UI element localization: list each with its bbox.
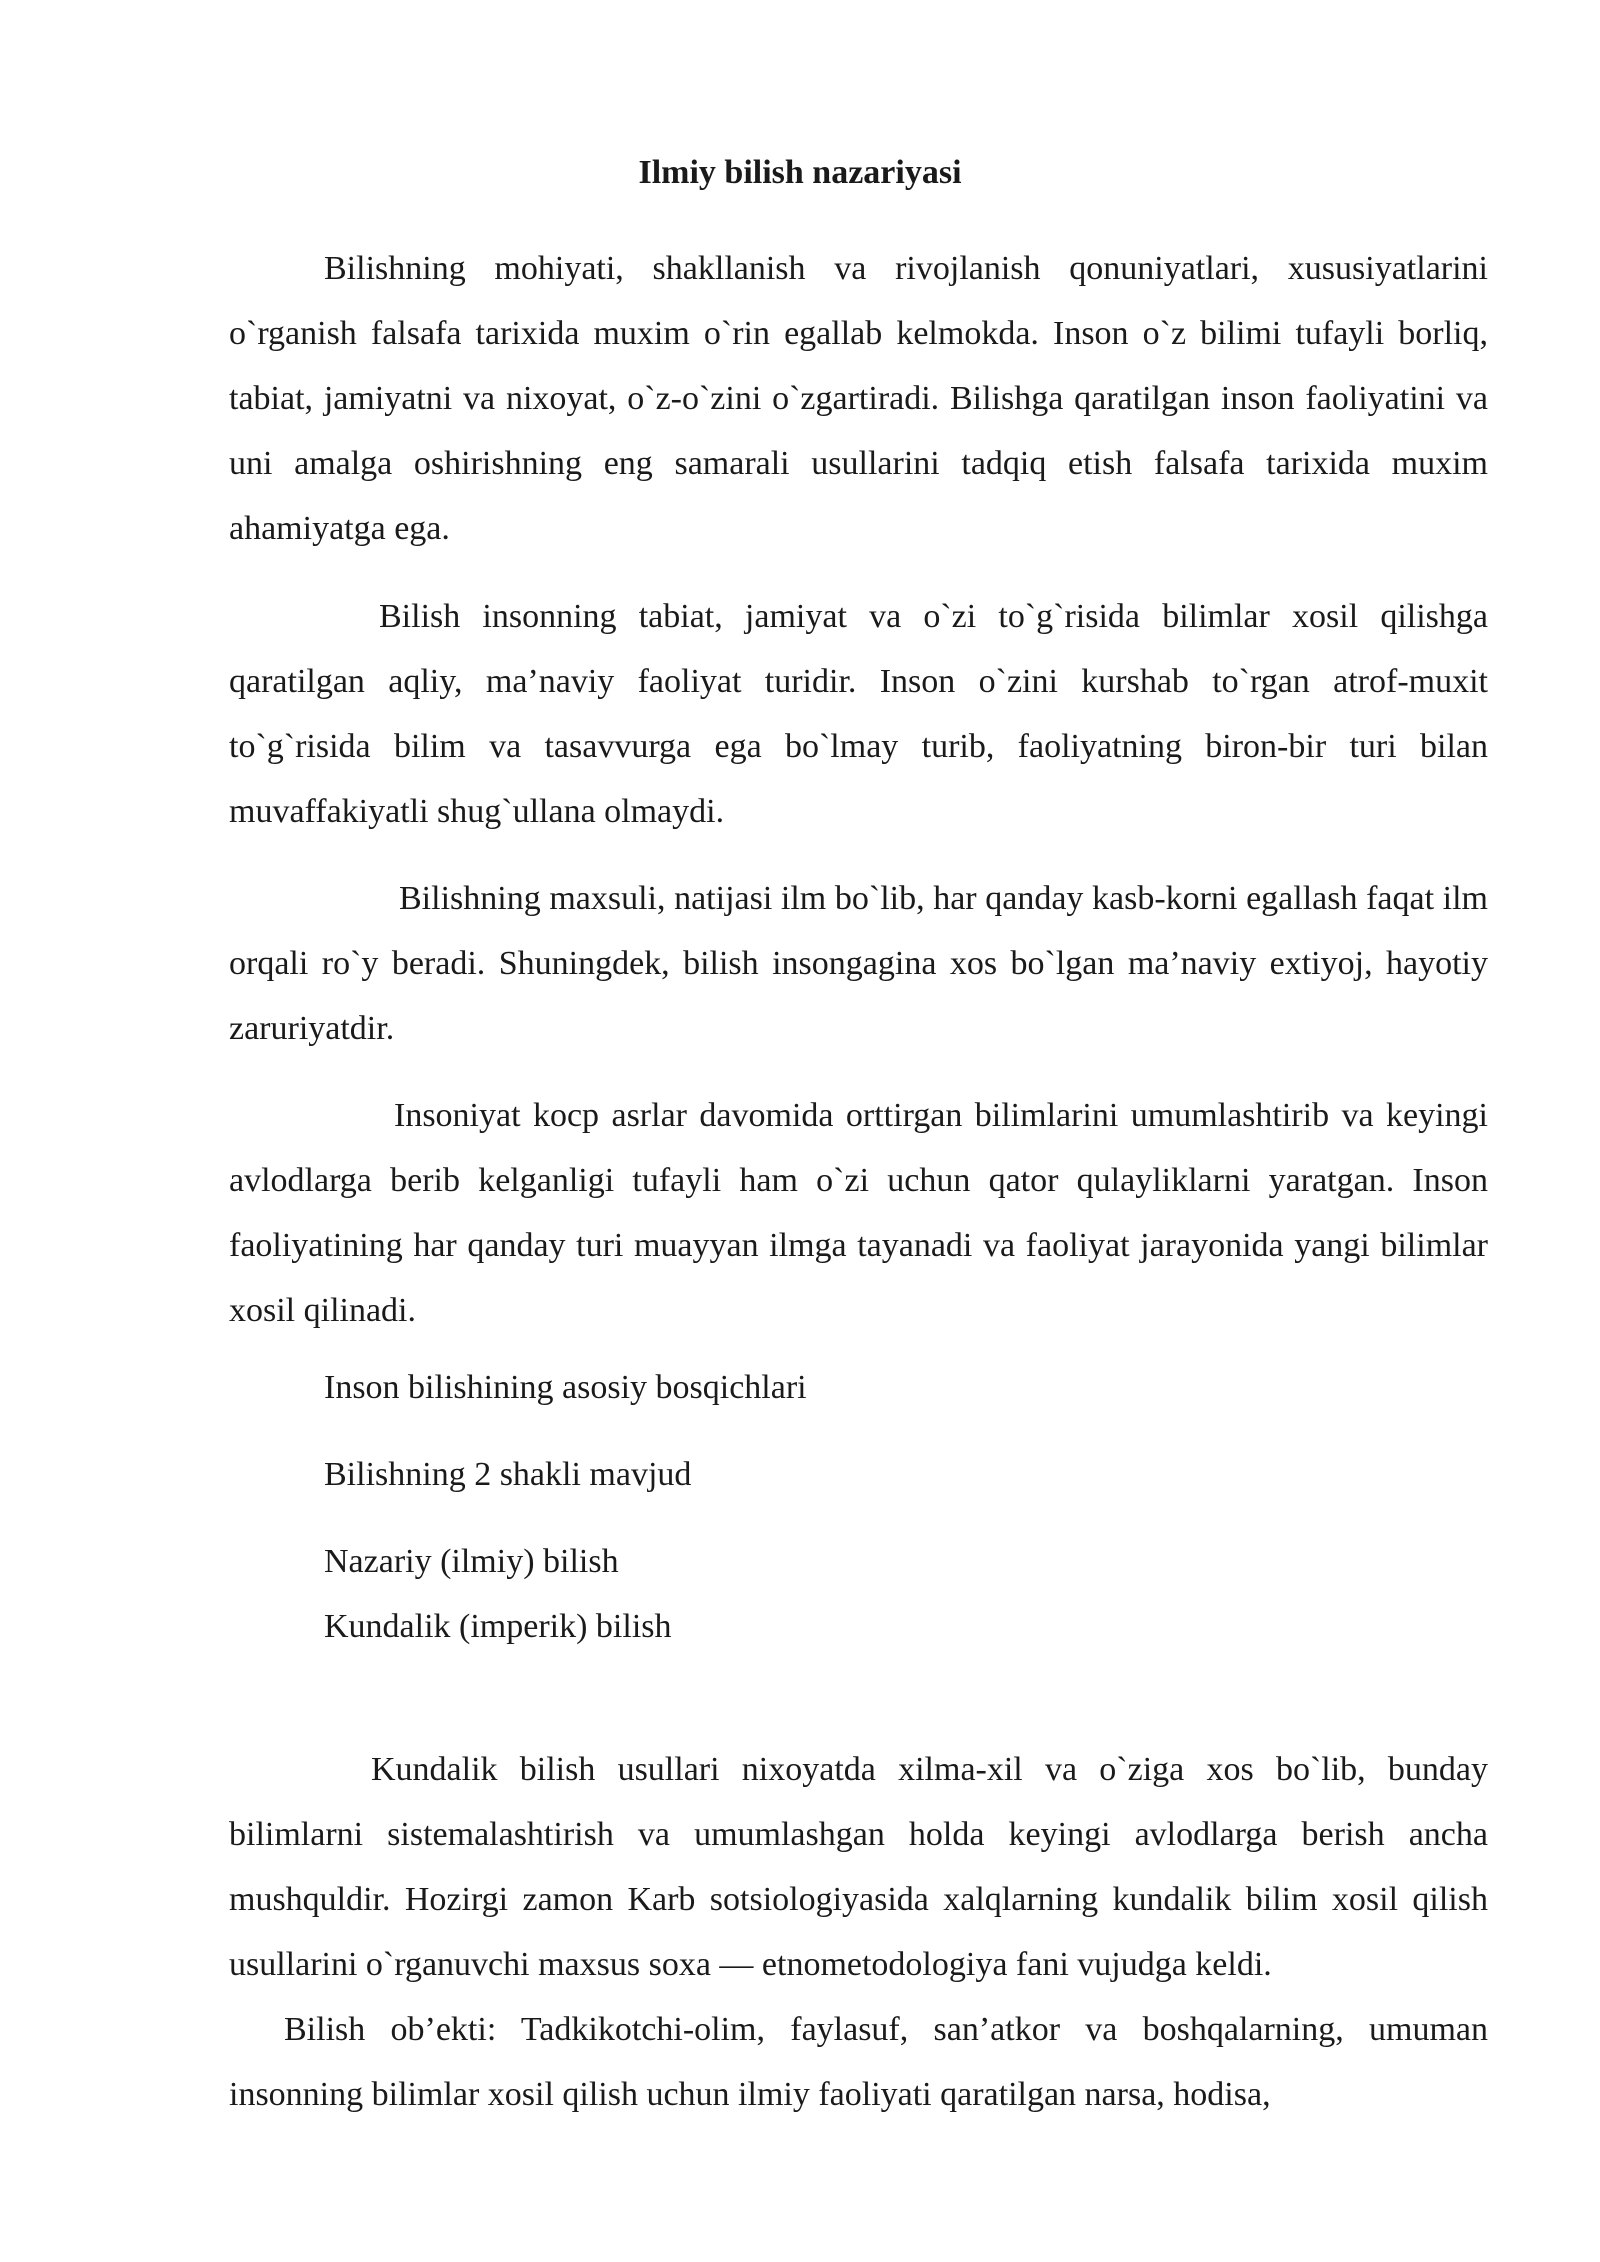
paragraph-insoniyat: Insoniyat kocp asrlar davomida orttirgan bilimlarini umumlashtirib va keyingi avlodlarga berib kelganligi tufayli ham o`zi uchun qator qulayliklarni yaratgan. Inson faoliyatining har qanday turi muayyan ilmga tayanadi va faoliyat jarayonida yangi bilimlar xosil qilinadi. (229, 1097, 1488, 1329)
page-title: Ilmiy bilish nazariyasi (638, 154, 962, 191)
list-item: Kundalik (imperik) bilish (324, 1608, 672, 1645)
paragraph-kundalik-bilish: Kundalik bilish usullari nixoyatda xilma-xil va o`ziga xos bo`lib, bunday bilimlarni sistemalashtirish va umumlashgan holda keyingi avlodlarga berish ancha mushquldir. Hozirgi zamon Karb sotsiologiyasida xalqlarning kundalik bilim xosil qilish usullarini o`rganuvchi maxsus soxa — etnometodologiya fani vujudga keldi. (229, 1751, 1488, 1983)
paragraph-bilish-obekti: Bilish ob’ekti: Tadkikotchi-olim, faylasuf, san’atkor va boshqalarning, umuman insonning bilimlar xosil qilish uchun ilmiy faoliyati qaratilgan narsa, hodisa, (229, 2011, 1488, 2113)
paragraph-bilish-maxsuli: Bilishning maxsuli, natijasi ilm bo`lib, har qanday kasb-korni egallash faqat ilm orqali ro`y beradi. Shuningdek, bilish insongagina xos bo`lgan ma’naviy extiyoj, hayotiy zaruriyatdir. (229, 880, 1488, 1047)
list-item: Inson bilishining asosiy bosqichlari (324, 1369, 807, 1406)
list-item: Bilishning 2 shakli mavjud (324, 1456, 692, 1493)
list-item: Nazariy (ilmiy) bilish (324, 1543, 619, 1580)
paragraph-bilish-mohiyati: Bilishning mohiyati, shakllanish va rivojlanish qonuniyatlari, xususiyatlarini o`rganish falsafa tarixida muxim o`rin egallab kelmokda. Inson o`z bilimi tufayli borliq, tabiat, jamiyatni va nixoyat, o`z-o`zini o`zgartiradi. Bilishga qaratilgan inson faoliyatini va uni amalga oshirishning eng samarali usullarini tadqiq etish falsafa tarixida muxim ahamiyatga ega. (229, 250, 1488, 547)
paragraph-bilish-tarifi: Bilish insonning tabiat, jamiyat va o`zi to`g`risida bilimlar xosil qilishga qaratilgan aqliy, ma’naviy faoliyat turidir. Inson o`zini kurshab to`rgan atrof-muxit to`g`risida bilim va tasavvurga ega bo`lmay turib, faoliyatning biron-bir turi bilan muvaffakiyatli shug`ullana olmaydi. (229, 598, 1488, 830)
